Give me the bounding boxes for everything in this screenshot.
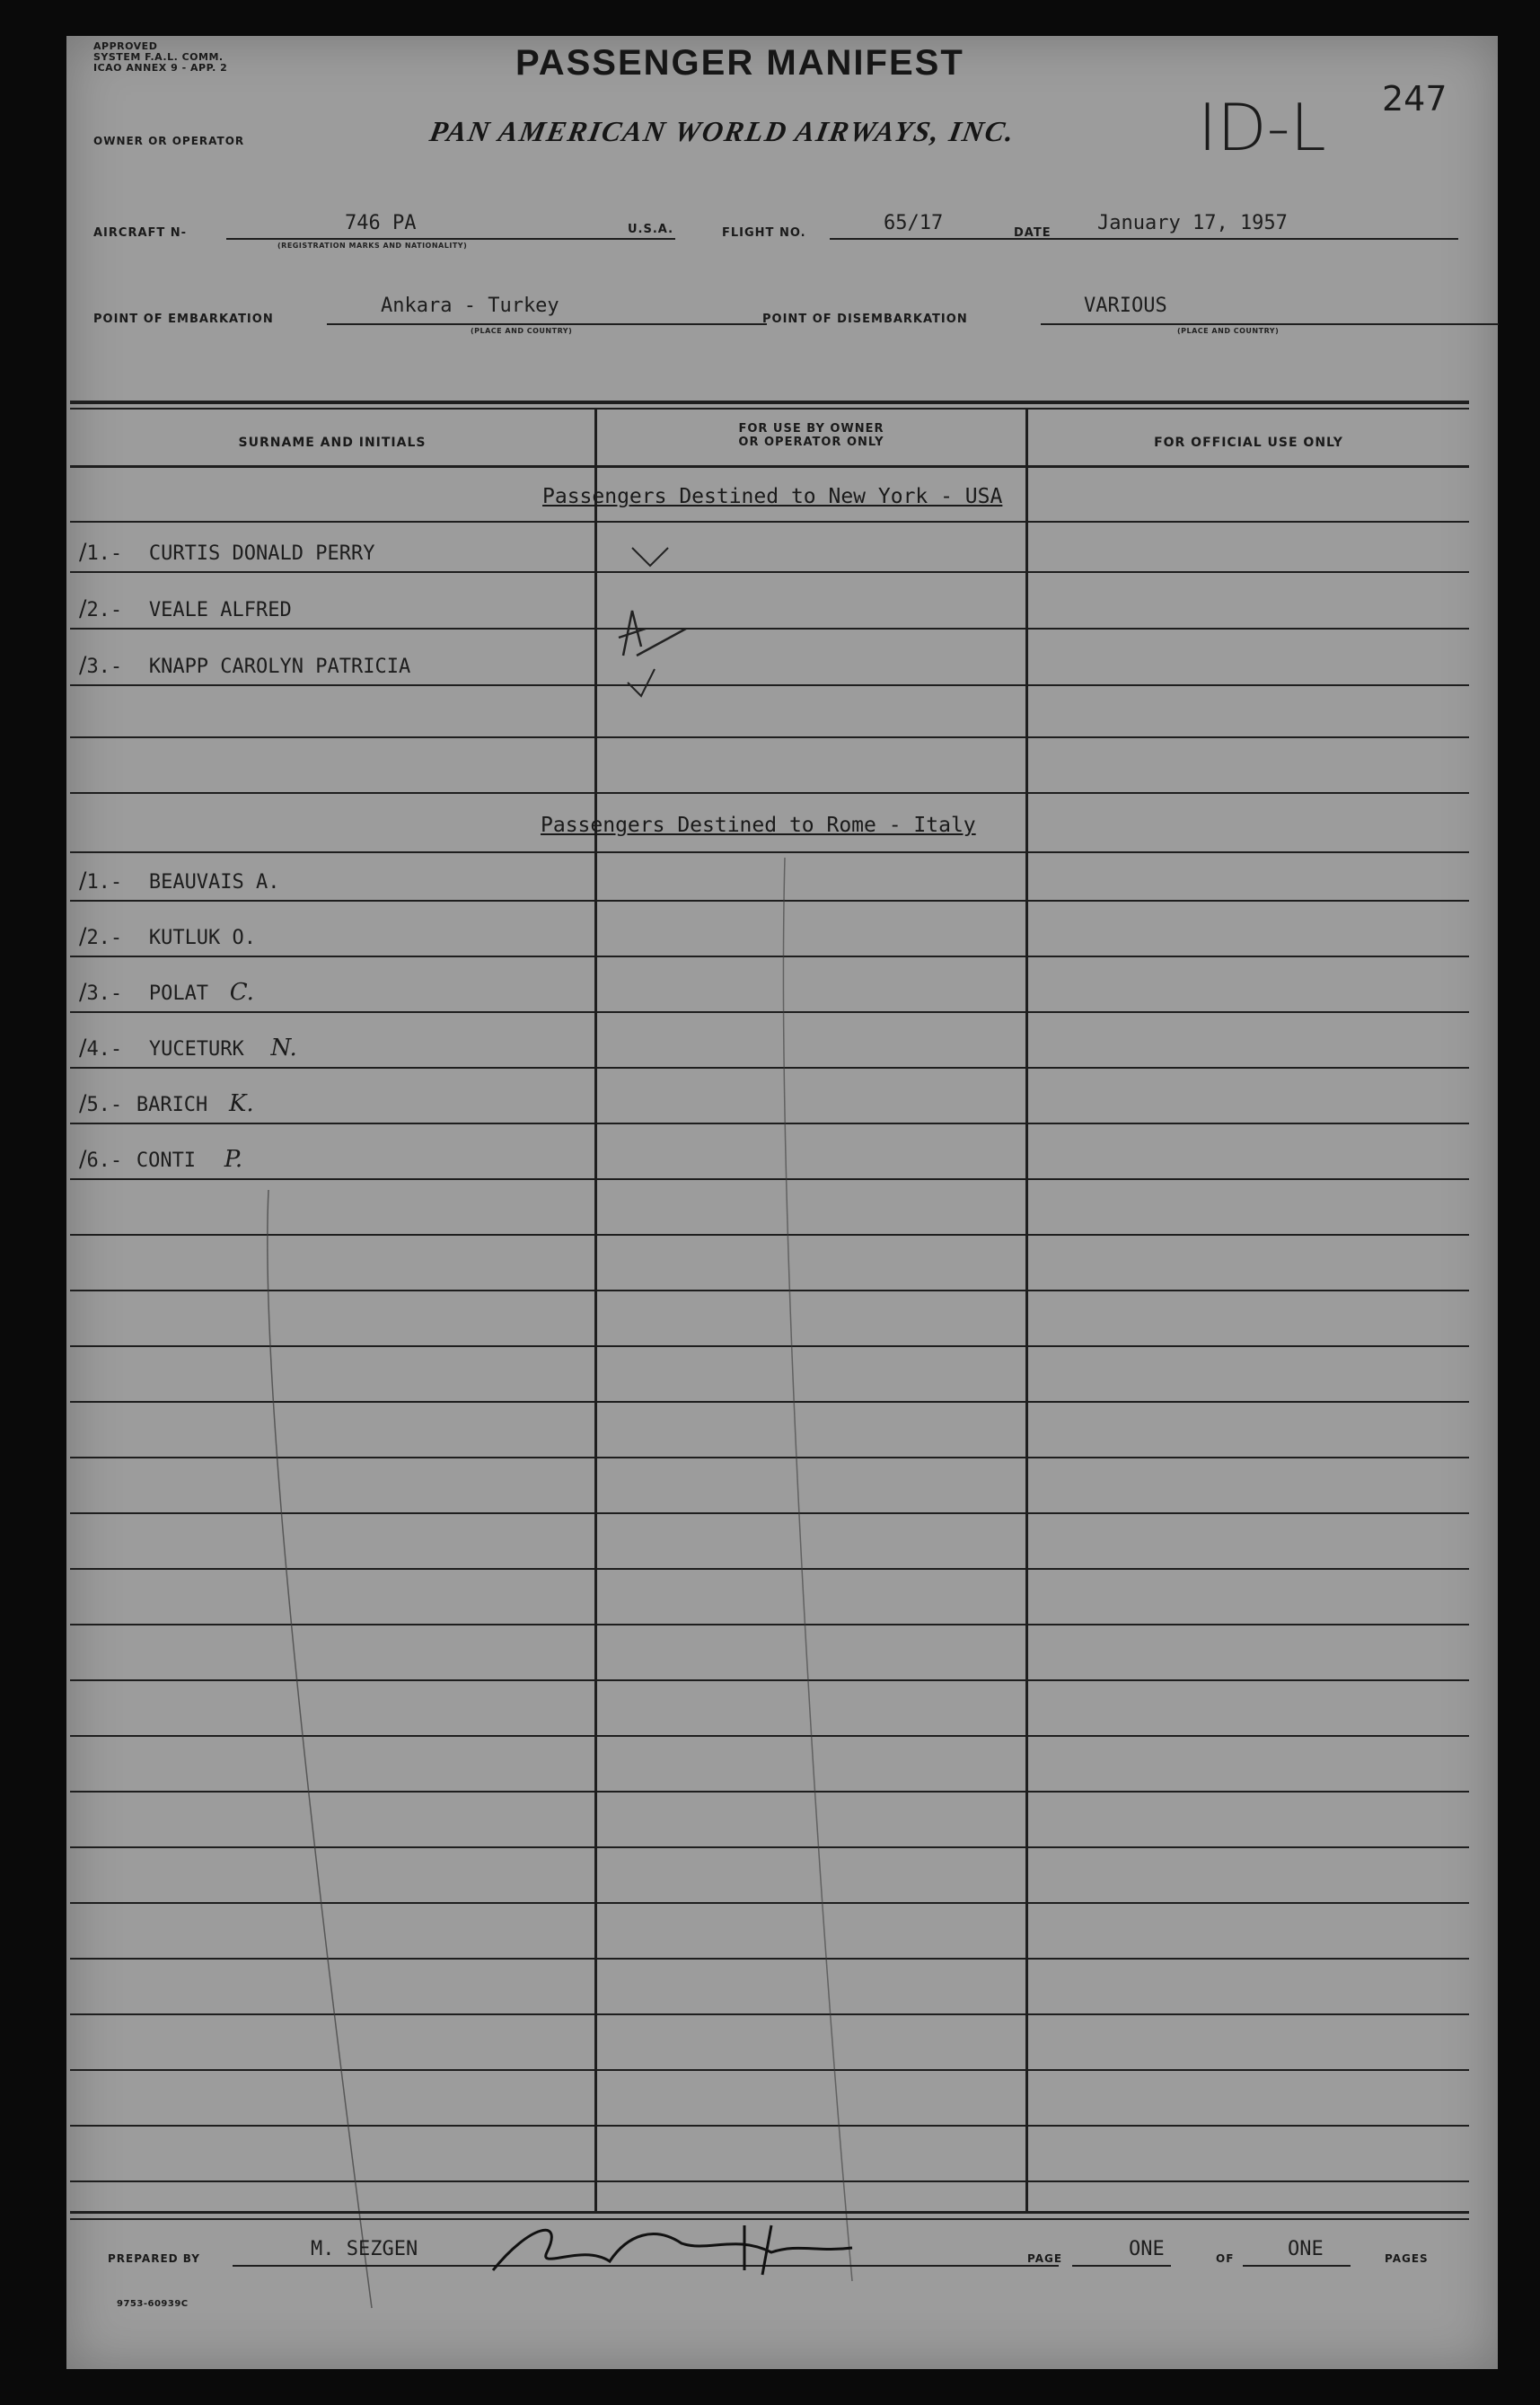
handwritten-initial: N. [270, 1035, 297, 1062]
flight-value: 65/17 [884, 212, 944, 234]
passenger-name: CONTI [136, 1150, 197, 1172]
passenger-name: VEALE ALFRED [148, 599, 292, 621]
operator-header-line: FOR USE BY OWNER [738, 422, 884, 436]
passenger-tick: / [79, 979, 87, 1005]
disembarkation-sublabel: (PLACE AND COUNTRY) [1177, 327, 1280, 335]
prepared-by-label: PREPARED BY [108, 2252, 200, 2265]
passenger-name: BARICH [136, 1094, 208, 1116]
passenger-tick: / [79, 595, 87, 621]
aircraft-value: 746 PA [345, 212, 417, 234]
pencil-line [268, 1190, 372, 2308]
aircraft-label: AIRCRAFT N- [93, 226, 188, 240]
passenger-number: 6.- [86, 1150, 123, 1172]
embarkation-sublabel: (PLACE AND COUNTRY) [471, 327, 573, 335]
page-number: 247 [1382, 79, 1448, 119]
passenger-name: CURTIS DONALD PERRY [148, 542, 375, 565]
operator-header-line: OR OPERATOR ONLY [738, 436, 884, 449]
page-value: ONE [1129, 2238, 1165, 2260]
passenger-tick: / [79, 923, 87, 949]
form-code: 9753-60939C [117, 2299, 189, 2309]
of-underline [1243, 2265, 1351, 2267]
page-underline [1072, 2265, 1171, 2267]
passenger-number: 3.- [86, 656, 123, 678]
document-mark: ID-L [1198, 90, 1326, 165]
passenger-number: 3.- [86, 982, 123, 1005]
passenger-tick: / [79, 1035, 87, 1061]
owner-label: OWNER OR OPERATOR [93, 135, 245, 147]
flight-label: FLIGHT NO. [722, 226, 806, 240]
passenger-number: 2.- [86, 599, 123, 621]
handwritten-initial: P. [224, 1146, 243, 1173]
approval-line: APPROVED [93, 40, 158, 52]
approval-line: ICAO ANNEX 9 - APP. 2 [93, 62, 228, 74]
passenger-tick: / [79, 539, 87, 565]
usa-label: U.S.A. [628, 223, 674, 236]
prepared-by-value: M. SEZGEN [311, 2238, 418, 2260]
disembarkation-label: POINT OF DISEMBARKATION [762, 313, 968, 326]
signature-stroke [493, 2225, 852, 2275]
date-value: January 17, 1957 [1097, 212, 1288, 234]
section-heading-new-york: Passengers Destined to New York - USA [542, 485, 1003, 508]
column-header-official: FOR OFFICIAL USE ONLY [1154, 436, 1343, 450]
handwritten-initial: K. [228, 1090, 254, 1117]
column-header-surname: SURNAME AND INITIALS [238, 436, 427, 450]
passenger-tick: / [79, 868, 87, 894]
of-label: OF [1216, 2252, 1235, 2265]
manifest-sheet [66, 36, 1498, 2369]
page-title: PASSENGER MANIFEST [515, 43, 964, 83]
aircraft-sublabel: (REGISTRATION MARKS AND NATIONALITY) [277, 242, 468, 250]
page-label: PAGE [1027, 2252, 1063, 2265]
pages-label: PAGES [1385, 2252, 1429, 2265]
date-label: DATE [1014, 226, 1052, 240]
disembarkation-value: VARIOUS [1084, 295, 1167, 317]
passenger-number: 4.- [86, 1038, 123, 1061]
embarkation-value: Ankara - Turkey [381, 295, 559, 317]
pencil-strokes [66, 36, 1498, 2369]
passenger-name: BEAUVAIS A. [148, 871, 280, 894]
pencil-line [783, 858, 852, 2281]
passenger-tick: / [79, 1090, 87, 1116]
passenger-number: 1.- [86, 542, 123, 565]
signature [475, 2189, 942, 2297]
passenger-number: 2.- [86, 927, 123, 949]
passenger-name: KNAPP CAROLYN PATRICIA [148, 656, 411, 678]
passenger-number: 5.- [86, 1094, 123, 1116]
passenger-tick: / [79, 652, 87, 678]
handwritten-initial: C. [229, 979, 254, 1006]
of-value: ONE [1288, 2238, 1324, 2260]
passenger-name: KUTLUK O. [148, 927, 257, 949]
passenger-number: 1.- [86, 871, 123, 894]
embarkation-label: POINT OF EMBARKATION [93, 313, 274, 326]
section-heading-rome: Passengers Destined to Rome - Italy [541, 814, 976, 837]
owner-value: PAN AMERICAN WORLD AIRWAYS, INC. [427, 115, 1018, 147]
passenger-name: YUCETURK [148, 1038, 244, 1061]
passenger-tick: / [79, 1146, 87, 1172]
passenger-name: POLAT [148, 982, 209, 1005]
approval-line: SYSTEM F.A.L. COMM. [93, 51, 224, 63]
